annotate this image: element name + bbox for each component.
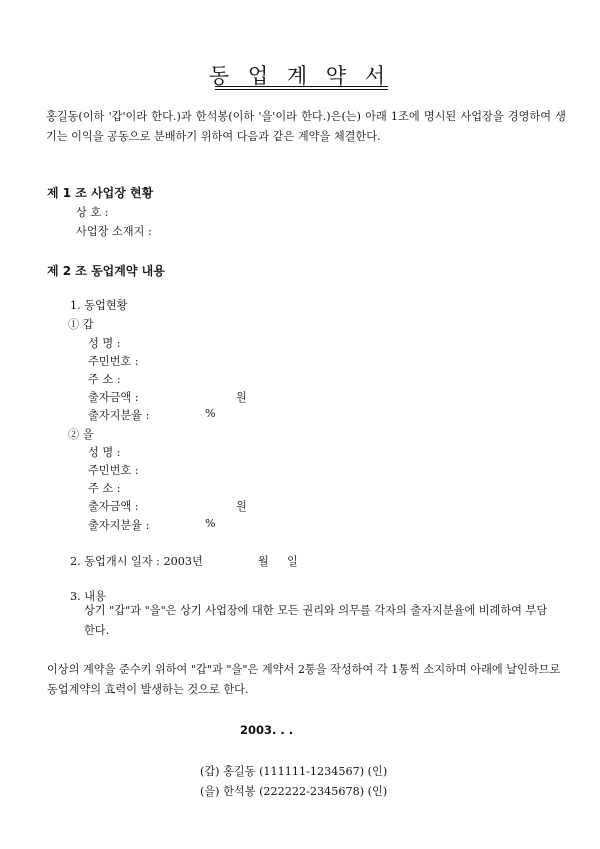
party-a-percent: %: [205, 407, 216, 420]
party-b-address: 주 소 :: [88, 482, 121, 495]
party-b-currency: 원: [236, 500, 247, 513]
article1-heading: 제 1 조 사업장 현황: [47, 186, 154, 200]
document-title: 동 업 계 약 서: [208, 64, 392, 88]
party-b-percent: %: [205, 517, 216, 530]
party-b-label: ② 을: [68, 428, 94, 441]
party-a-investment: 출자금액 :: [88, 391, 139, 404]
business-location-field: 사업장 소재지 :: [76, 225, 152, 238]
party-b-name: 성 명 :: [88, 446, 121, 459]
party-a-share: 출자지분율 :: [88, 409, 150, 422]
signature-party-a: (갑) 홍길동 (111111-1234567) (인): [200, 765, 388, 778]
article2-heading: 제 2 조 동업계약 내용: [47, 264, 165, 278]
contents-title: 3. 내용: [70, 590, 106, 603]
start-date-label: 2. 동업개시 일자 : 2003년: [70, 555, 203, 568]
title-underline-second: [215, 89, 388, 90]
signature-party-b: (을) 한석봉 (222222-2345678) (인): [200, 785, 388, 798]
party-a-label: ① 갑: [68, 318, 94, 331]
start-date-month: 월: [258, 555, 269, 568]
title-underline: [215, 86, 388, 87]
start-date-day: 일: [287, 555, 298, 568]
party-a-name: 성 명 :: [88, 337, 121, 350]
party-a-currency: 원: [236, 391, 247, 404]
partnership-status-title: 1. 동업현황: [70, 299, 128, 312]
intro-paragraph: 홍길동(이하 '갑'이라 한다.)과 한석봉(이하 '을'이라 한다.)은(는) 아래 1조에 명시된 사업장을 경영하여 생기는 이익을 공동으로 분배하기 위하여 다음과 같은 계약을 체결한다.: [46, 110, 566, 143]
party-b-id: 주민번호 :: [88, 464, 139, 477]
closing-paragraph: 이상의 계약을 준수키 위하여 "갑"과 "을"은 계약서 2통을 작성하여 각 1통씩 소지하며 아래에 날인하므로 동업계약의 효력이 발생하는 것으로 한다.: [47, 663, 561, 696]
party-a-id: 주민번호 :: [88, 355, 139, 368]
party-b-share: 출자지분율 :: [88, 519, 150, 532]
business-name-field: 상 호 :: [76, 206, 109, 219]
contents-paragraph: 상기 "갑"과 "을"은 상기 사업장에 대한 모든 권리와 의무를 각자의 출자지분율에 비례하여 부담한다.: [84, 604, 548, 637]
contract-date: 2003. . .: [240, 723, 294, 737]
party-a-address: 주 소 :: [88, 373, 121, 386]
party-b-investment: 출자금액 :: [88, 500, 139, 513]
